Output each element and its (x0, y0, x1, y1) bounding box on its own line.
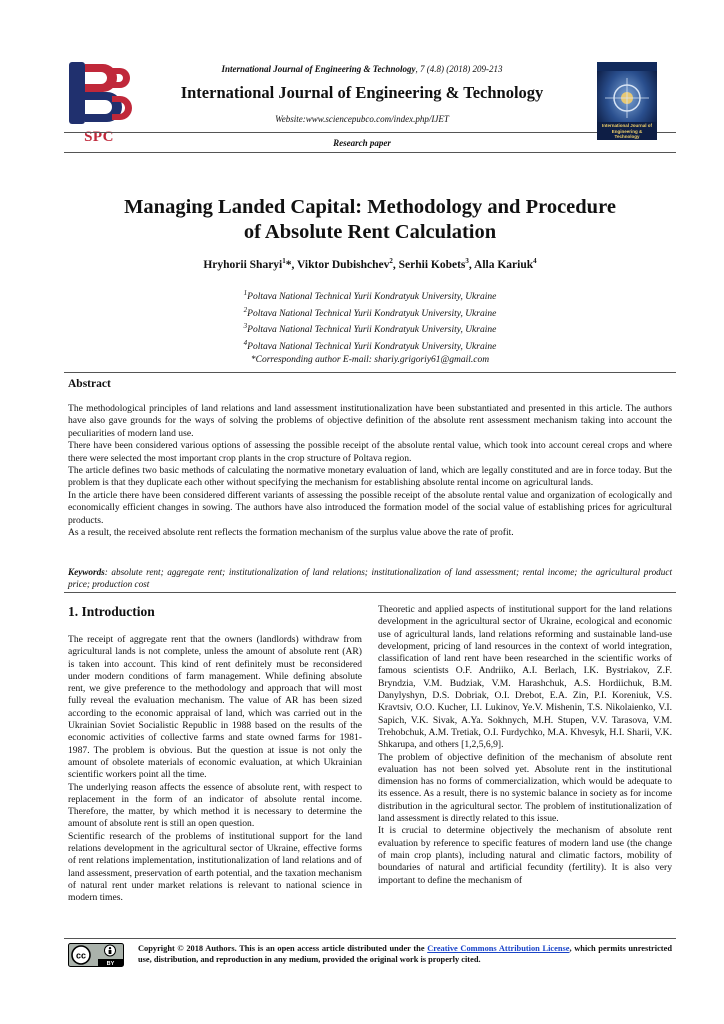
author-sup: 2 (389, 257, 393, 265)
affiliation-sup: 3 (243, 322, 248, 331)
footer-divider (64, 938, 676, 939)
affiliation-sup: 1 (243, 289, 248, 297)
keywords (68, 567, 672, 590)
author-sup: 4 (533, 257, 537, 265)
copyright-prefix: Copyright © 2018 Authors. This is an open access article distributed under the (138, 944, 428, 953)
left-column (68, 634, 362, 905)
affiliations (64, 287, 676, 366)
abstract-paragraph: The article defines two basic methods of calculating the normative monetary evaluation of land, which are legally constituted and are in force today. But the problem is that they duplicate each other without specifying the mechanism for establishing absolute rental income on agricultural lands. (68, 465, 672, 489)
body-paragraph: The problem of objective definition of the mechanism of absolute rent evaluation has not been solved yet. Absolute rent in the institutional dimension has no forms of commercialization, which would be adequate to its essence. As a result, there is no systemic balance in society as for income distribution in the agricultural sector. The problem of institutionalization of land assessment is directly related to this issue. (378, 751, 672, 825)
abstract-heading: Abstract (68, 378, 111, 390)
header-divider (64, 132, 676, 133)
paper-title-line2: of Absolute Rent Calculation (243, 221, 497, 243)
corresponding-author[interactable]: *Corresponding author E-mail: shariy.grigoriy61@gmail.com (250, 354, 490, 365)
affiliation-text: Poltava National Technical Yurii Kondratyuk University, Ukraine (247, 325, 497, 336)
abstract-paragraph: The methodological principles of land relations and land assessment institutionalization have been substantiated and presented in this article. The authors have also gave grounds for the ways of solving the problems of objective definition of the absolute rent assessment mechanism taking into account the peculiarities of modern land use. (68, 403, 672, 439)
header-bottom-divider (64, 152, 676, 153)
author-sep: , (468, 258, 475, 271)
journal-title: International Journal of Engineering & Technology (180, 83, 544, 102)
body-paragraph: It is crucial to determine objectively the mechanism of absolute rent evaluation by reference to specific features of modern land use (the change of main crop plants), including natural and climatic factors, mobility of boundaries of natural and artificial fecundity (fertility). It is also very important to define the mechanism of (378, 825, 672, 886)
paper-title-line1: Managing Landed Capital: Methodology and Procedure (124, 196, 616, 218)
cc-by-badge[interactable] (68, 943, 124, 967)
journal-citation-details: , 7 (4.8) (2018) 209-213 (415, 64, 503, 74)
abstract-bottom-divider (64, 592, 676, 593)
copyright-suffix: , which permits unrestricted use, distribution, and reproduction in any medium, provided the original work is properly cited. (138, 944, 672, 964)
paper-title (64, 195, 676, 245)
abstract-paragraph: There have been considered various options of assessing the possible receipt of the absolute rental value, which took into account cereal crops and where there were selected the most important crop plants in the crop structure of Poltava region. (68, 440, 672, 464)
affiliation-item (64, 304, 676, 321)
right-column (378, 604, 672, 887)
journal-citation-name: International Journal of Engineering & Technology (221, 64, 416, 74)
paper-type: Research paper (333, 138, 391, 148)
body-paragraph: Theoretic and applied aspects of institutional support for the land relations development in the agricultural sector of Ukraine, ecological and economic use of agricultural lands, land relations reforming and sustainable land-use development, pricing of land resources in the context of world integration, classification of land rent have been researched in the scientific works of famous scientists O.F. Andriiko, A.I. Berlach, I.K. Bystriakov, Z.F. Bryndzia, V.M. Budziak, V.M. Harashchuk, A.S. Hordiichuk, B.M. Danylyshyn, D.S. Dobriak, O.I. Drebot, E.A. Zin, P.I. Koreniuk, V.S. Kravtsiv, O.O. Kucher, I.I. Lukinov, Ye.V. Mishenin, T.S. Nikolaienko, V.I. Sapich, V.K. Sivak, A.Ya. Sokhnych, M.H. Stupen, V.V. Tarasova, V.M. Trehobchuk, A.M. Tretiak, O.I. Furdychko, M.A. Khvesyk, H.I. Sharii, V.K. Shkarupa, and others [1,2,5,6,9]. (378, 604, 672, 751)
abstract-top-divider (64, 372, 676, 373)
cc-label: cc (75, 950, 87, 961)
affiliation-item (64, 337, 676, 354)
journal-website[interactable]: Website:www.sciencepubco.com/index.php/IJET (275, 114, 449, 124)
affiliation-sup: 2 (243, 305, 248, 314)
author-sep: *, (285, 258, 298, 271)
author-sep: , (392, 258, 399, 271)
cc-by-icon (68, 943, 124, 967)
by-label: BY (106, 961, 115, 967)
journal-cover-title: International Journal of Engineering & Technology (601, 123, 652, 139)
author-name: Hryhorii Sharyi (203, 258, 283, 271)
author-name: Serhii Kobets (398, 258, 466, 271)
author-name: Alla Kariuk (474, 258, 534, 271)
keywords-text: : absolute rent; aggregate rent; institutionalization of land relations; institutionalization of land assessment; rental income; the agricultural product price; production cost (68, 567, 672, 589)
abstract-paragraph: In the article there have been considered different variants of assessing the possible receipt of the absolute rental value and organization of ecologically and economically efficient changes in sowing. The authors have also introduced the formation model of the social value of establishing prices for agricultural products. (68, 489, 672, 526)
keywords-label: Keywords (68, 567, 105, 577)
logo-text: SPC (84, 129, 114, 145)
spc-logo-icon (64, 58, 134, 128)
affiliation-text: Poltava National Technical Yurii Kondratyuk University, Ukraine (247, 308, 497, 319)
author-name: Viktor Dubishchev (297, 258, 390, 271)
body-paragraph: Scientific research of the problems of institutional support for the land relations development in the agricultural sector of Ukraine, effective forms of rent relations implementation, institutionalization of land relations and of land assessment, preservation of earth potential, and the taxation mechanism of natural rent under market relations is relevant to national science in modern times. (68, 830, 362, 904)
journal-cover (597, 62, 657, 140)
publisher-logo (64, 58, 134, 150)
affiliation-sup: 4 (243, 338, 248, 347)
journal-citation (150, 64, 574, 74)
body-paragraph: The underlying reason affects the essence of absolute rent, with respect to replacement in the form of an indicator of absolute rental income. Therefore, the matter, by which method it is necessary to determine the amount of absolute rent is still an open question. (68, 781, 362, 830)
author-sup: 1 (282, 257, 286, 265)
author-list (64, 257, 676, 271)
section-heading: 1. Introduction (68, 604, 155, 619)
abstract-paragraph: As a result, the received absolute rent reflects the formation mechanism of the surplus value above the rate of profit. (68, 527, 514, 539)
abstract-body (68, 403, 672, 539)
affiliation-item (64, 320, 676, 337)
affiliation-item (64, 287, 676, 304)
affiliation-text: Poltava National Technical Yurii Kondratyuk University, Ukraine (247, 292, 497, 303)
license-link[interactable]: Creative Commons Attribution License (427, 944, 570, 953)
body-paragraph: The receipt of aggregate rent that the owners (landlords) withdraw from agricultural lands is not complete, unless the amount of absolute rent (AR) is taken into account. This kind of rent definitely must be reconsidered under modern conditions of farm management. While defining absolute rent, we give preference to the methodology and approach that will most fully reveal the evaluation mechanism. The value of AR has been sized according to the economic appraisal of land, which was carried out in the Ukrainian Soviet Socialistic Republic in 1988 based on the results of the economic activities of collective farms and state owned farms for 1981-1987. The problem is obvious. But the question at issue is not only the amount of obsolete materials of economic evaluation, at which Ukrainian scientific workers point all the time. (68, 634, 362, 781)
affiliation-text: Poltava National Technical Yurii Kondratyuk University, Ukraine (247, 342, 497, 353)
author-sup: 3 (465, 257, 469, 265)
copyright-notice (138, 943, 672, 965)
